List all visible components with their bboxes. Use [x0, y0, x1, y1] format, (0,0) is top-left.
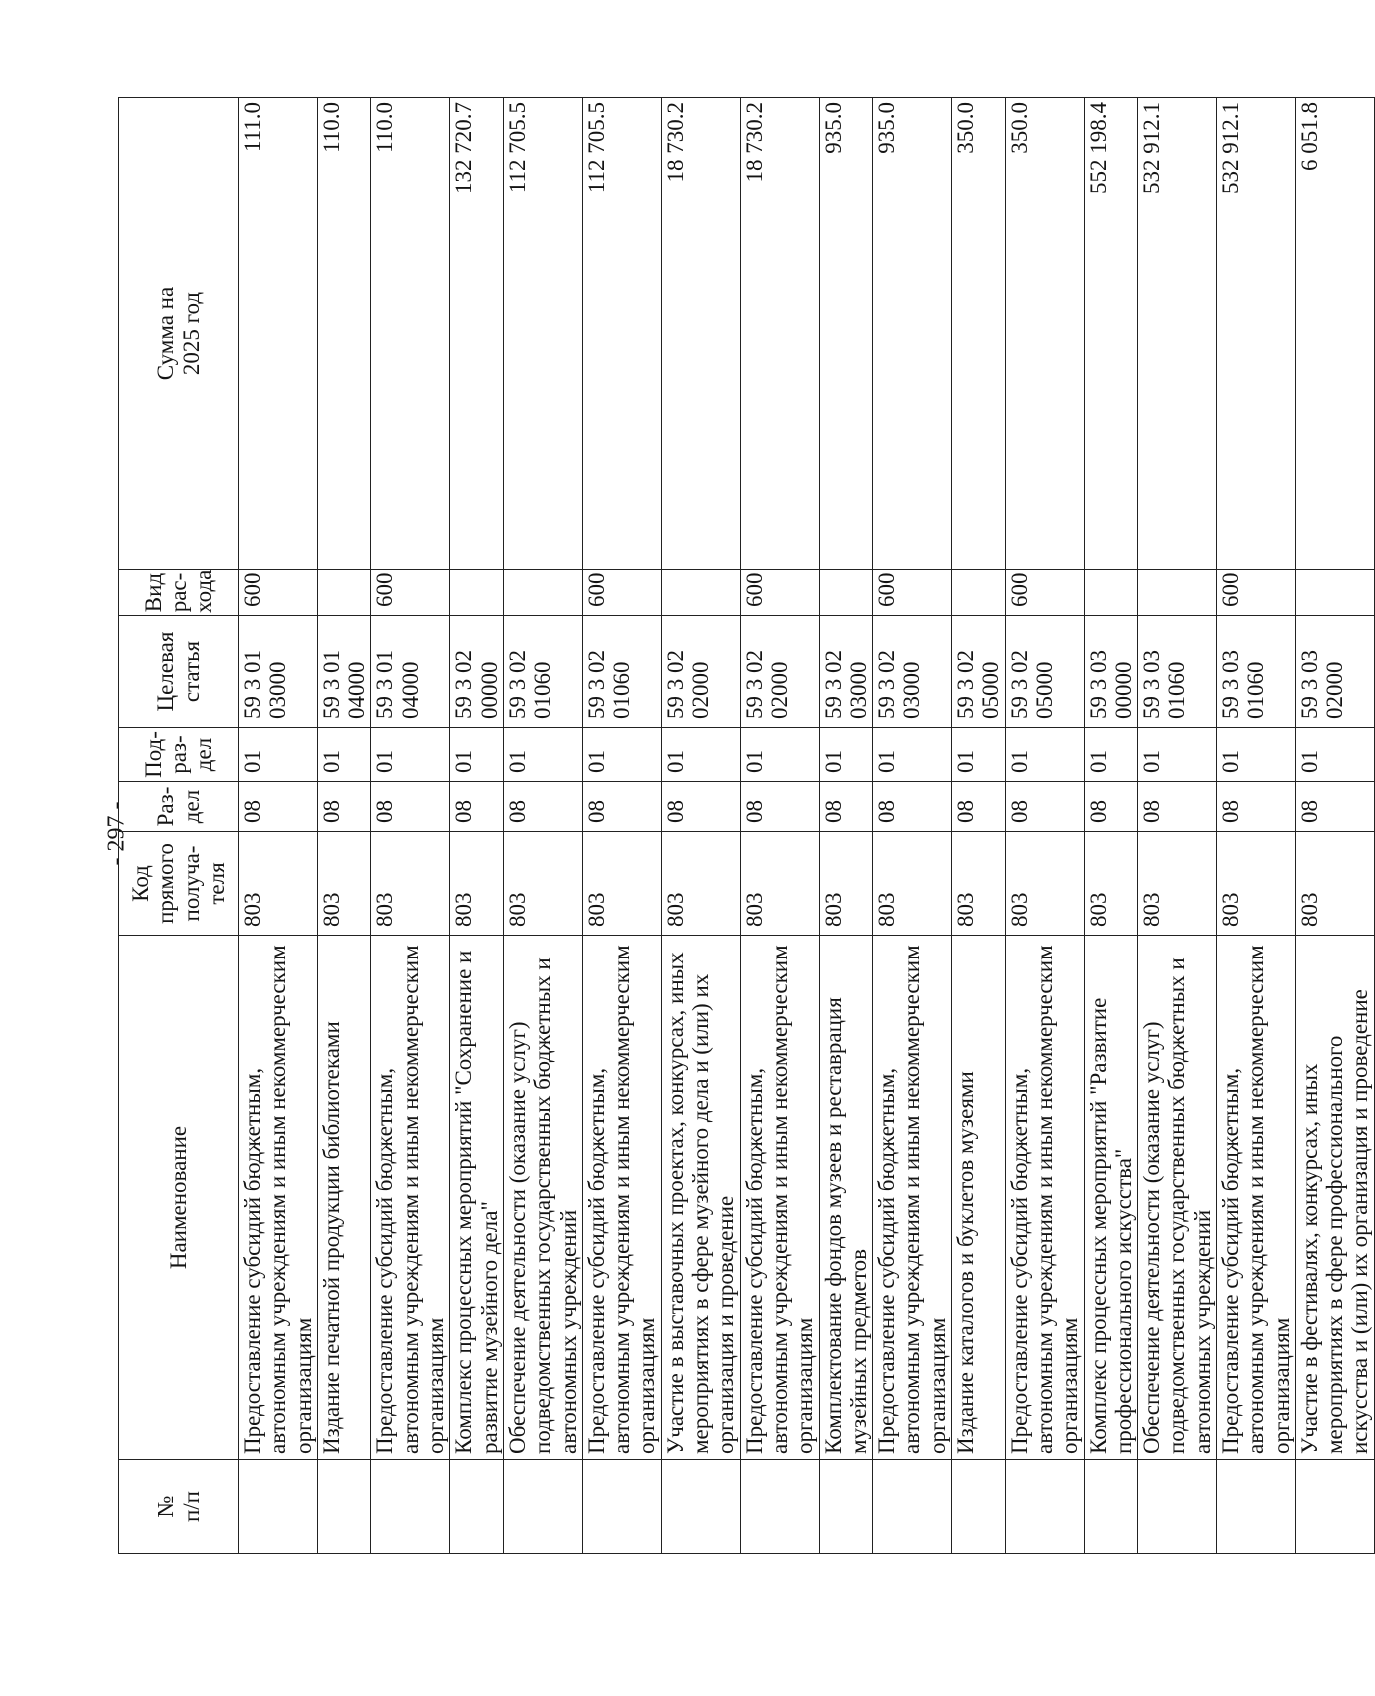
row-subsection-cell: 01 — [873, 728, 952, 782]
table-row — [239, 98, 318, 1554]
row-subsection-cell: 01 — [1005, 728, 1084, 782]
header-section: Раз- дел — [119, 782, 239, 832]
row-subsection-cell: 01 — [582, 728, 661, 782]
row-section-cell: 08 — [371, 782, 450, 832]
row-recipient-cell: 803 — [450, 832, 504, 936]
row-recipient-cell: 803 — [952, 832, 1006, 936]
header-row — [119, 98, 239, 1554]
row-expense-type-cell: 600 — [873, 570, 952, 616]
row-target-cell: 59 3 03 02000 — [1295, 616, 1374, 728]
row-amount-cell: 112 705.5 — [582, 98, 661, 570]
row-name-cell: Издание печатной продукции библиотеками — [317, 936, 371, 1460]
page-number: - 297 - — [103, 801, 130, 866]
row-num-cell — [239, 1460, 318, 1554]
row-amount-cell: 350.0 — [952, 98, 1006, 570]
row-num-cell — [1005, 1460, 1084, 1554]
budget-table-rotated — [118, 98, 1373, 1554]
row-amount-cell: 532 912.1 — [1216, 98, 1295, 570]
row-section-cell: 08 — [819, 782, 873, 832]
row-target-cell: 59 3 01 04000 — [371, 616, 450, 728]
row-num-cell — [1138, 1460, 1217, 1554]
header-amount: Сумма на 2025 год — [119, 98, 239, 570]
row-subsection-cell: 01 — [503, 728, 582, 782]
row-target-cell: 59 3 03 00000 — [1084, 616, 1138, 728]
row-name-cell: Издание каталогов и буклетов музеями — [952, 936, 1006, 1460]
table-row — [450, 98, 504, 1554]
row-name-cell: Комплекс процессных мероприятий "Сохранение и развитие музейного дела" — [450, 936, 504, 1460]
row-target-cell: 59 3 02 01060 — [503, 616, 582, 728]
row-recipient-cell: 803 — [503, 832, 582, 936]
row-amount-cell: 132 720.7 — [450, 98, 504, 570]
row-recipient-cell: 803 — [317, 832, 371, 936]
row-target-cell: 59 3 02 05000 — [952, 616, 1006, 728]
row-recipient-cell: 803 — [740, 832, 819, 936]
row-name-cell: Обеспечение деятельности (оказание услуг) подведомственных государственных бюджетных и автономных учреждений — [503, 936, 582, 1460]
row-expense-type-cell: 600 — [1216, 570, 1295, 616]
row-name-cell: Предоставление субсидий бюджетным, автономным учреждениям и иным некоммерческим организациям — [873, 936, 952, 1460]
table-row — [740, 98, 819, 1554]
header-subsection: Под- раз- дел — [119, 728, 239, 782]
row-target-cell: 59 3 02 02000 — [740, 616, 819, 728]
row-name-cell: Комплектование фондов музеев и реставрация музейных предметов — [819, 936, 873, 1460]
table-row — [1138, 98, 1217, 1554]
row-recipient-cell: 803 — [873, 832, 952, 936]
row-expense-type-cell — [450, 570, 504, 616]
row-expense-type-cell — [503, 570, 582, 616]
row-subsection-cell: 01 — [661, 728, 740, 782]
table-row — [1295, 98, 1374, 1554]
row-expense-type-cell: 600 — [239, 570, 318, 616]
row-expense-type-cell: 600 — [1005, 570, 1084, 616]
row-amount-cell: 935.0 — [819, 98, 873, 570]
row-recipient-cell: 803 — [1216, 832, 1295, 936]
row-num-cell — [503, 1460, 582, 1554]
table-row — [661, 98, 740, 1554]
row-name-cell: Комплекс процессных мероприятий "Развитие профессионального искусства" — [1084, 936, 1138, 1460]
row-recipient-cell: 803 — [1084, 832, 1138, 936]
row-target-cell: 59 3 02 03000 — [819, 616, 873, 728]
row-section-cell: 08 — [873, 782, 952, 832]
row-target-cell: 59 3 02 03000 — [873, 616, 952, 728]
row-expense-type-cell — [661, 570, 740, 616]
row-expense-type-cell: 600 — [740, 570, 819, 616]
row-subsection-cell: 01 — [740, 728, 819, 782]
row-section-cell: 08 — [450, 782, 504, 832]
row-recipient-cell: 803 — [371, 832, 450, 936]
row-expense-type-cell — [819, 570, 873, 616]
row-subsection-cell: 01 — [371, 728, 450, 782]
row-amount-cell: 350.0 — [1005, 98, 1084, 570]
row-name-cell: Предоставление субсидий бюджетным, автономным учреждениям и иным некоммерческим организациям — [1216, 936, 1295, 1460]
row-num-cell — [317, 1460, 371, 1554]
header-num: № п/п — [119, 1460, 239, 1554]
row-amount-cell: 112 705.5 — [503, 98, 582, 570]
row-section-cell: 08 — [1005, 782, 1084, 832]
row-subsection-cell: 01 — [1138, 728, 1217, 782]
row-num-cell — [952, 1460, 1006, 1554]
row-subsection-cell: 01 — [450, 728, 504, 782]
row-section-cell: 08 — [1138, 782, 1217, 832]
row-section-cell: 08 — [317, 782, 371, 832]
row-section-cell: 08 — [1216, 782, 1295, 832]
table-row — [317, 98, 371, 1554]
header-target: Целевая статья — [119, 616, 239, 728]
row-section-cell: 08 — [1295, 782, 1374, 832]
row-num-cell — [1084, 1460, 1138, 1554]
table-row — [1005, 98, 1084, 1554]
table-row — [371, 98, 450, 1554]
row-expense-type-cell: 600 — [582, 570, 661, 616]
row-section-cell: 08 — [661, 782, 740, 832]
row-num-cell — [450, 1460, 504, 1554]
row-amount-cell: 18 730.2 — [740, 98, 819, 570]
row-amount-cell: 6 051.8 — [1295, 98, 1374, 570]
row-num-cell — [740, 1460, 819, 1554]
row-name-cell: Предоставление субсидий бюджетным, автономным учреждениям и иным некоммерческим организациям — [582, 936, 661, 1460]
row-recipient-cell: 803 — [819, 832, 873, 936]
row-target-cell: 59 3 01 04000 — [317, 616, 371, 728]
row-recipient-cell: 803 — [1005, 832, 1084, 936]
table-row — [952, 98, 1006, 1554]
row-subsection-cell: 01 — [952, 728, 1006, 782]
row-recipient-cell: 803 — [1295, 832, 1374, 936]
row-num-cell — [1295, 1460, 1374, 1554]
row-expense-type-cell: 600 — [371, 570, 450, 616]
row-amount-cell: 111.0 — [239, 98, 318, 570]
row-target-cell: 59 3 02 00000 — [450, 616, 504, 728]
row-amount-cell: 935.0 — [873, 98, 952, 570]
row-subsection-cell: 01 — [317, 728, 371, 782]
header-name: Наименование — [119, 936, 239, 1460]
row-amount-cell: 18 730.2 — [661, 98, 740, 570]
row-name-cell: Предоставление субсидий бюджетным, автономным учреждениям и иным некоммерческим организациям — [239, 936, 318, 1460]
row-amount-cell: 552 198.4 — [1084, 98, 1138, 570]
row-expense-type-cell — [952, 570, 1006, 616]
table-row — [819, 98, 873, 1554]
row-subsection-cell: 01 — [819, 728, 873, 782]
row-amount-cell: 110.0 — [317, 98, 371, 570]
header-recipient: Код прямого получа- теля — [119, 832, 239, 936]
table-body — [239, 98, 1375, 1554]
row-num-cell — [582, 1460, 661, 1554]
row-amount-cell: 532 912.1 — [1138, 98, 1217, 570]
row-target-cell: 59 3 03 01060 — [1138, 616, 1217, 728]
row-num-cell — [1216, 1460, 1295, 1554]
row-name-cell: Предоставление субсидий бюджетным, автономным учреждениям и иным некоммерческим организациям — [1005, 936, 1084, 1460]
row-num-cell — [661, 1460, 740, 1554]
row-section-cell: 08 — [952, 782, 1006, 832]
header-expense-type: Вид рас- хода — [119, 570, 239, 616]
row-target-cell: 59 3 03 01060 — [1216, 616, 1295, 728]
row-target-cell: 59 3 02 02000 — [661, 616, 740, 728]
row-name-cell: Предоставление субсидий бюджетным, автономным учреждениям и иным некоммерческим организациям — [371, 936, 450, 1460]
row-num-cell — [371, 1460, 450, 1554]
row-recipient-cell: 803 — [1138, 832, 1217, 936]
row-recipient-cell: 803 — [239, 832, 318, 936]
row-subsection-cell: 01 — [1216, 728, 1295, 782]
row-target-cell: 59 3 01 03000 — [239, 616, 318, 728]
row-section-cell: 08 — [239, 782, 318, 832]
row-name-cell: Участие в выставочных проектах, конкурсах, иных мероприятиях в сфере музейного дела и (или) их организация и проведение — [661, 936, 740, 1460]
table-row — [1216, 98, 1295, 1554]
row-expense-type-cell — [1138, 570, 1217, 616]
row-section-cell: 08 — [1084, 782, 1138, 832]
row-expense-type-cell — [317, 570, 371, 616]
row-recipient-cell: 803 — [582, 832, 661, 936]
row-name-cell: Предоставление субсидий бюджетным, автономным учреждениям и иным некоммерческим организациям — [740, 936, 819, 1460]
row-target-cell: 59 3 02 01060 — [582, 616, 661, 728]
row-expense-type-cell — [1084, 570, 1138, 616]
budget-table — [118, 97, 1375, 1554]
row-subsection-cell: 01 — [239, 728, 318, 782]
row-section-cell: 08 — [582, 782, 661, 832]
row-num-cell — [819, 1460, 873, 1554]
row-subsection-cell: 01 — [1084, 728, 1138, 782]
row-section-cell: 08 — [740, 782, 819, 832]
row-num-cell — [873, 1460, 952, 1554]
row-section-cell: 08 — [503, 782, 582, 832]
table-row — [873, 98, 952, 1554]
row-name-cell: Участие в фестивалях, конкурсах, иных мероприятиях в сфере профессионального искусства и (или) их организация и проведение — [1295, 936, 1374, 1460]
row-recipient-cell: 803 — [661, 832, 740, 936]
row-name-cell: Обеспечение деятельности (оказание услуг) подведомственных государственных бюджетных и автономных учреждений — [1138, 936, 1217, 1460]
row-target-cell: 59 3 02 05000 — [1005, 616, 1084, 728]
row-expense-type-cell — [1295, 570, 1374, 616]
row-amount-cell: 110.0 — [371, 98, 450, 570]
row-subsection-cell: 01 — [1295, 728, 1374, 782]
table-row — [503, 98, 582, 1554]
table-row — [582, 98, 661, 1554]
table-row — [1084, 98, 1138, 1554]
